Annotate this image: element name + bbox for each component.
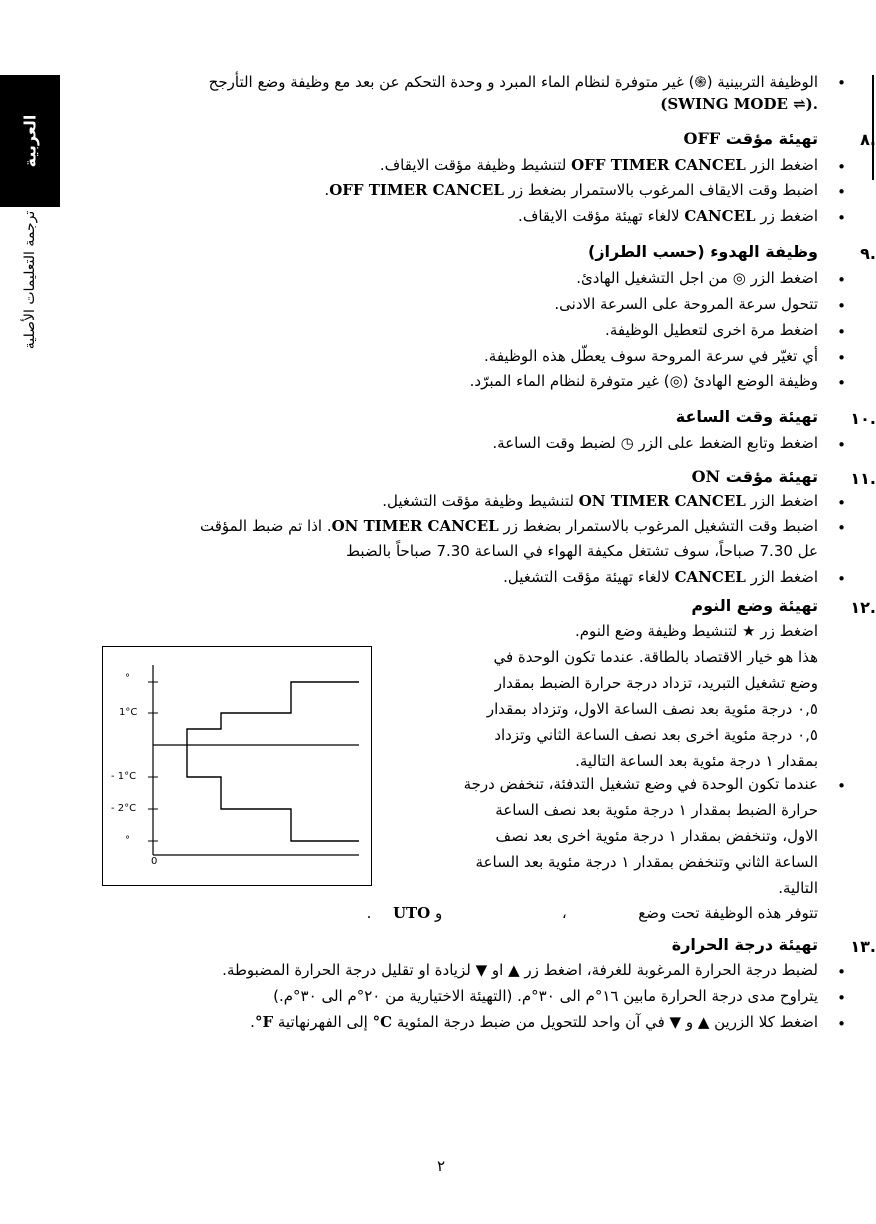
s12-line-11: التالية. <box>778 879 818 897</box>
bullet: • <box>837 519 846 537</box>
translation-caption: ترجمة التعليمات الأصلية <box>22 210 38 350</box>
s12-line-2: هذا هو خيار الاقتصاد بالطاقة. عندما تكون الوحدة في <box>493 648 818 666</box>
s10-bullet-1: اضغط وتابع الضغط على الزر ◷ لضبط وقت الساعة. <box>492 434 818 452</box>
bullet: • <box>837 183 846 201</box>
s8-bullet-2: اضبط وقت الايقاف المرغوب بالاستمرار بضغط زر OFF TIMER CANCEL. <box>324 181 818 199</box>
graph-label-top: ° <box>125 673 130 684</box>
s11-bullet-3: اضغط الزر CANCEL لالغاء تهيئة مؤقت التشغيل. <box>503 568 818 586</box>
s8-bullet-3: اضغط زر CANCEL لالغاء تهيئة مؤقت الايقاف. <box>518 207 818 225</box>
bullet: • <box>837 436 846 454</box>
section-10-number: .١٠ <box>850 409 876 428</box>
graph-cooling-line <box>187 682 359 745</box>
language-tab <box>0 75 60 207</box>
s11-bullet-2: اضبط وقت التشغيل المرغوب بالاستمرار بضغط زر ON TIMER CANCEL. اذا تم ضبط المؤقت <box>200 517 818 535</box>
s12-line-3: وضع تشغيل التبريد، تزداد درجة حرارة الضبط بمقدار <box>494 674 818 692</box>
bullet: • <box>837 209 846 227</box>
s11-bullet-2-cont: عل 7.30 صباحاً، سوف تشتغل مكيفة الهواء في الساعة 7.30 صباحاً بالضبط <box>346 542 818 560</box>
section-11-number: .١١ <box>850 469 876 488</box>
bullet: • <box>837 1015 846 1033</box>
bullet: • <box>837 777 846 795</box>
section-8-title: تهيئة مؤقت OFF <box>683 129 818 148</box>
graph-heating-line <box>187 745 359 841</box>
bullet: • <box>837 989 846 1007</box>
bullet: • <box>837 494 846 512</box>
section-9-number: .٩ <box>860 244 876 263</box>
bullet: • <box>837 963 846 981</box>
sleep-mode-graph <box>102 646 372 886</box>
sleep-mode-graph-svg <box>103 647 373 887</box>
graph-label-minus-2c: - 2°C <box>111 803 137 814</box>
s11-bullet-1: اضغط الزر ON TIMER CANCEL لتنشيط وظيفة مؤقت التشغيل. <box>382 492 818 510</box>
section-12-number: .١٢ <box>850 598 876 617</box>
section-10-title: تهيئة وقت الساعة <box>675 407 818 426</box>
s12-line-5: ٠,٥ درجة مئوية اخرى بعد نصف الساعة الثاني وتزداد <box>494 726 818 744</box>
margin-rule <box>872 75 874 180</box>
s12-line-7: عندما تكون الوحدة في وضع تشغيل التدفئة، تنخفض درجة <box>463 775 818 793</box>
page-number: ٢ <box>437 1157 446 1175</box>
bullet: • <box>837 74 846 92</box>
section-13-title: تهيئة درجة الحرارة <box>671 935 818 954</box>
graph-label-bottom: ° <box>125 835 130 846</box>
bullet: • <box>837 297 846 315</box>
section-8-number: .٨ <box>860 130 876 149</box>
bullet: • <box>837 271 846 289</box>
s12-line-1: اضغط زر ★ لتنشيط وظيفة وضع النوم. <box>574 622 818 640</box>
section-11-title: تهيئة مؤقت ON <box>691 467 818 486</box>
bullet: • <box>837 570 846 588</box>
graph-label-1c: 1°C <box>119 707 138 718</box>
bullet: • <box>837 349 846 367</box>
s13-bullet-3: اضغط كلا الزرين ▲ و ▼ في آن واحد للتحويل من ضبط درجة المئوية °C إلى الفهرنهاتية °F. <box>250 1013 818 1031</box>
s9-bullet-5: وظيفة الوضع الهادئ (◎) غير متوفرة لنظام الماء المبرّد. <box>469 372 818 390</box>
s12-line-10: الساعة الثاني وتنخفض بمقدار ١ درجة مئوية بعد الساعة <box>475 853 818 871</box>
s9-bullet-1: اضغط الزر ◎ من اجل التشغيل الهادئ. <box>576 269 818 287</box>
s12-line-6: بمقدار ١ درجة مئوية بعد الساعة التالية. <box>575 752 818 770</box>
section-12-title: تهيئة وضع النوم <box>691 596 818 615</box>
s12-line-9: الاول، وتنخفض بمقدار ١ درجة مئوية اخرى بعد نصف <box>495 827 818 845</box>
s13-bullet-2: يتراوح مدى درجة الحرارة مابين ١٦°م الى ٣٠°م. (التهيئة الاختيارية من ٢٠°م الى ٣٠°م.) <box>273 987 818 1005</box>
graph-label-zero: 0 <box>151 856 158 867</box>
s12-line-4: ٠,٥ درجة مئوية بعد نصف الساعة الاول، وتزداد بمقدار <box>486 700 818 718</box>
s9-bullet-4: أي تغيّر في سرعة المروحة سوف يعطّل هذه الوظيفة. <box>484 347 818 365</box>
s8-bullet-1: اضغط الزر OFF TIMER CANCEL لتنشيط وظيفة مؤقت الايقاف. <box>379 156 818 174</box>
intro-line-1: الوظيفة التربينية (֍) غير متوفرة لنظام الماء المبرد و وحدة التحكم عن بعد مع وظيفة وضع التأرجح <box>208 73 818 91</box>
language-tab-label: العربية <box>20 114 40 168</box>
s12-line-12: تتوفر هذه الوظيفة تحت وضع ، و UTO . <box>366 904 818 922</box>
bullet: • <box>837 374 846 392</box>
intro-line-2: (SWING MODE ⇌). <box>660 95 818 113</box>
s12-line-8: حرارة الضبط بمقدار ١ درجة مئوية بعد نصف الساعة <box>495 801 818 819</box>
s13-bullet-1: لضبط درجة الحرارة المرغوبة للغرفة، اضغط زر ▲ او ▼ لزيادة او تقليل درجة الحرارة المضبوطة. <box>222 961 818 979</box>
section-13-number: .١٣ <box>850 937 876 956</box>
s9-bullet-3: اضغط مرة اخرى لتعطيل الوظيفة. <box>605 321 818 339</box>
bullet: • <box>837 158 846 176</box>
section-9-title: وظيفة الهدوء (حسب الطراز) <box>588 242 818 261</box>
s9-bullet-2: تتحول سرعة المروحة على السرعة الادنى. <box>554 295 818 313</box>
graph-label-minus-1c: - 1°C <box>111 771 137 782</box>
bullet: • <box>837 323 846 341</box>
